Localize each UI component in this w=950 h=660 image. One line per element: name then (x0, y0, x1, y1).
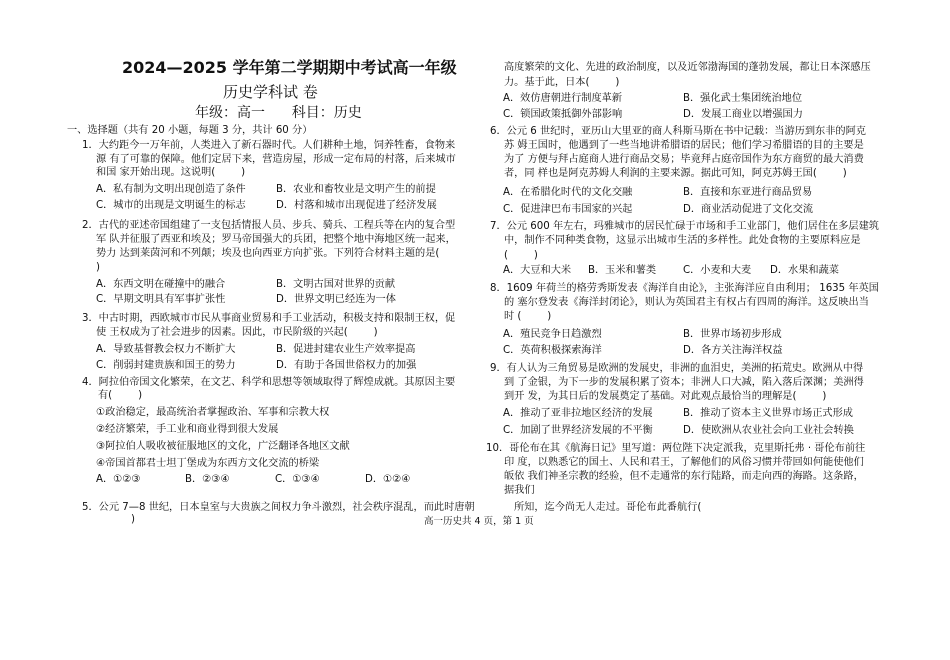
statement-item: ②经济繁荣，手工业和商业得到很大发展 (96, 424, 279, 435)
question-stem: 为了 方便与拜占庭商人进行商品交易；毕竟拜占庭帝国作为东方商贸的最大消费 (504, 154, 864, 165)
option-a: A．东西文明在碰撞中的融合 (96, 279, 226, 290)
grade-subject-line: 年级：高一 科目：历史 (195, 105, 362, 121)
option-d: D．村落和城市出现促进了经济发展 (276, 200, 437, 211)
question-stem: 到 了金银，为下一步的发展积累了资本；非洲人口大减，陷入落后深渊；美洲得 (504, 377, 864, 388)
question-stem: 高度繁荣的文化、先进的政治制度，以及近邻渤海国的蓬勃发展，都让日本深感压 (504, 62, 871, 73)
option-a: A．推动了亚非拉地区经济的发展 (503, 408, 653, 419)
question-stem: 军 队并征服了西亚和埃及；罗马帝国强大的兵团，把整个地中海地区统一起来， (96, 234, 456, 245)
option-b: B．推动了资本主义世界市场正式形成 (683, 408, 853, 419)
statement-item: ④帝国首都君士坦丁堡成为东西方文化交流的桥梁 (96, 458, 320, 469)
question-stem: 所知，迄今尚无人走过。哥伦布此番航行( (514, 502, 702, 513)
question-stem: 时 ( ) (504, 311, 552, 322)
option-b: B．②③④ (185, 474, 230, 485)
question-stem: 6．公元 6 世纪时，亚历山大里亚的商人科斯马斯在书中记载：当游历到东非的阿克 (490, 126, 866, 137)
question-stem: 皈依 我们神圣宗教的经验，但不走通常的东行陆路，而走向西的海路。这条路， (504, 471, 864, 482)
question-stem: 5．公元 7—8 世纪，日本皇室与大贵族之间权力争斗激烈，社会秩序混乱，而此时唐朝 (82, 502, 475, 513)
question-stem: 使 王权成为了社会进步的因素。因此，市民阶级的兴起( ) (96, 327, 378, 338)
option-c: C．早期文明具有军事扩张性 (96, 294, 226, 305)
page-footer: 高一历史共 4 页，第 1 页 (424, 516, 534, 527)
question-stem: 10．哥伦布在其《航海日记》里写道：两位陛下决定派我，克里斯托弗 · 哥伦布前往 (486, 443, 866, 454)
question-stem: 者，同 样也是阿克苏姆人利润的主要来源。据此可知，阿克苏姆王国( ) (504, 168, 847, 179)
question-stem: 3．中古时期，西欧城市市民从事商业贸易和手工业活动，积极支持和限制王权，促 (82, 313, 456, 324)
statement-item: ③阿拉伯人吸收被征服地区的文化，广泛翻译各地区文献 (96, 441, 350, 452)
option-b: B．直接和东亚进行商品贸易 (683, 187, 813, 198)
question-stem: 印 度，以熟悉它的国土、人民和君王，了解他们的风俗习惯并带回如何能使他们 (504, 457, 864, 468)
question-stem: 和国 家开始出现。这说明( ) (96, 167, 246, 178)
option-a: A．私有制为文明出现创造了条件 (96, 184, 246, 195)
option-a: A．效仿唐朝进行制度革新 (503, 93, 623, 104)
question-stem: 苏 姆王国时，他遇到了一些当地讲希腊语的居民；他们学习希腊语的目的主要是 (504, 140, 864, 151)
option-c: C．锁国政策抵御外部影响 (503, 109, 623, 120)
option-b: B．文明古国对世界的贡献 (276, 279, 396, 290)
question-stem: 8．1609 年荷兰的格劳秀斯发表《海洋自由论》，主张海洋应自由利用； 1635 年英国 (490, 283, 879, 294)
option-d: D．①②④ (365, 474, 411, 485)
question-stem: ) (131, 514, 135, 525)
question-stem: 中，制作不同种类食物，这显示出城市生活的多样性。此处食物的主要原料应是 (504, 235, 861, 246)
question-stem: 的 塞尔登发表《海洋封闭论》，则认为英国君主有权占有四周的海洋。这反映出当 (504, 297, 869, 308)
option-d: D．使欧洲从农业社会向工业社会转换 (683, 425, 854, 436)
question-stem: 7．公元 600 年左右，玛雅城市的居民忙碌于市场和手工业部门，他们居住在多层建筑 (490, 221, 879, 232)
question-stem: 到开 发，为其日后的发展奠定了基础。对此观点最恰当的理解是( ) (504, 391, 827, 402)
option-c: C．削弱封建贵族和国王的势力 (96, 360, 236, 371)
option-a: A．①②③ (96, 474, 141, 485)
exam-title: 2024—2025 学年第二学期期中考试高一年级 (122, 58, 457, 77)
statement-item: ①政治稳定，最高统治者掌握政治、军事和宗教大权 (96, 407, 330, 418)
option-b: B．农业和畜牧业是文明产生的前提 (276, 184, 436, 195)
option-c: C．小麦和大麦 (683, 265, 752, 276)
option-d: D．各方关注海洋权益 (683, 345, 783, 356)
option-b: B．促进封建农业生产效率提高 (276, 344, 416, 355)
option-b: B．世界市场初步形成 (683, 329, 782, 340)
question-stem: 4．阿拉伯帝国文化繁荣，在文艺、科学和思想等领域取得了辉煌成就。其原因主要 (82, 377, 456, 388)
question-stem: 力。基于此，日本( ) (504, 77, 620, 88)
option-c: C．城市的出现是文明诞生的标志 (96, 200, 246, 211)
question-stem: ) (96, 262, 100, 273)
option-c: C．英荷积极探索海洋 (503, 345, 602, 356)
option-a: A．大豆和大米 (503, 265, 572, 276)
question-stem: 据我们 (504, 485, 535, 496)
option-a: A．在希腊化时代的文化交融 (503, 187, 633, 198)
option-b: B．玉米和薯类 (588, 265, 657, 276)
option-c: C．①③④ (275, 474, 320, 485)
question-stem: ( ) (504, 250, 538, 261)
option-a: A．导致基督教会权力不断扩大 (96, 344, 236, 355)
option-d: D．商业活动促进了文化交流 (683, 204, 814, 215)
option-d: D．发展工商业以增强国力 (683, 109, 803, 120)
question-stem: 9．有人认为三角贸易是欧洲的发展史，非洲的血泪史，美洲的拓荒史。欧洲从中得 (490, 363, 864, 374)
question-stem: 势力 达到莱茵河和不列颠；埃及也向西亚方向扩张。下列符合材料主题的是( (96, 248, 440, 259)
question-stem: 1．大约距今一万年前，人类进入了新石器时代。人们耕种土地，饲养牲畜，食物来 (82, 140, 456, 151)
option-c: C．促进津巴布韦国家的兴起 (503, 204, 633, 215)
option-d: D．水果和蔬菜 (770, 265, 839, 276)
option-d: D．世界文明已经连为一体 (276, 294, 396, 305)
option-c: C．加剧了世界经济发展的不平衡 (503, 425, 653, 436)
option-a: A．殖民竞争日趋激烈 (503, 329, 602, 340)
question-stem: 源 有了可靠的保障。他们定居下来，营造房屋，形成一定布局的村落，后来城市 (96, 154, 456, 165)
question-stem: 2．古代的亚述帝国组建了一支包括情报人员、步兵、骑兵、工程兵等在内的复合型 (82, 220, 456, 231)
question-stem: 有( ) (98, 390, 143, 401)
option-d: D．有助于各国世俗权力的加强 (276, 360, 417, 371)
section-heading: 一、选择题（共有 20 小题，每题 3 分，共计 60 分） (67, 125, 313, 136)
exam-subtitle: 历史学科试 卷 (223, 83, 318, 101)
option-b: B．强化武士集团统治地位 (683, 93, 803, 104)
